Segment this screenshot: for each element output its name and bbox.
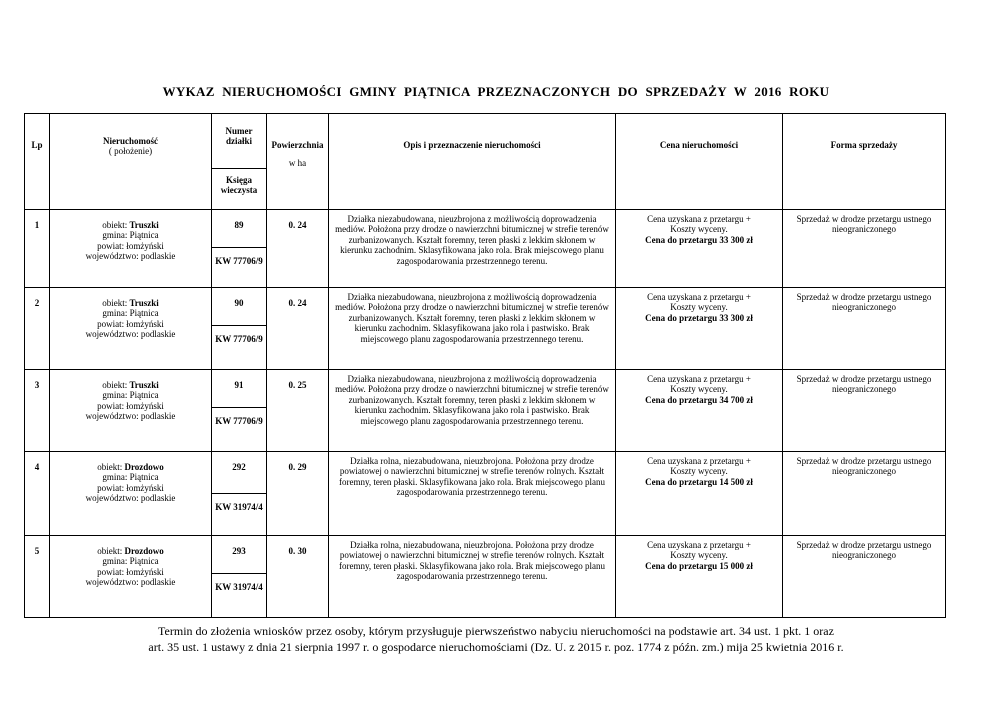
header-land-register: Księga wieczysta xyxy=(212,169,267,210)
row-lp: 1 xyxy=(25,210,50,288)
row-price-line1: Cena uzyskana z przetargu + xyxy=(647,214,751,224)
row-price-line1: Cena uzyskana z przetargu + xyxy=(647,374,751,384)
row-price-bold: Cena do przetargu 34 700 zł xyxy=(645,394,753,405)
row-location xyxy=(50,210,212,288)
row-plot-number: 89 xyxy=(212,210,267,248)
header-price: Cena nieruchomości xyxy=(616,114,783,210)
row-sale-form: Sprzedaż w drodze przetargu ustnego nieograniczonego xyxy=(783,452,946,536)
table-row xyxy=(25,210,946,248)
header-area-unit: w ha xyxy=(288,158,307,169)
row-commune: gmina: Piątnica xyxy=(102,472,159,483)
row-commune: gmina: Piątnica xyxy=(102,556,159,567)
row-location xyxy=(50,370,212,452)
row-plot-number: 292 xyxy=(212,452,267,494)
row-lp: 5 xyxy=(25,536,50,618)
row-price-line2: Koszty wyceny. xyxy=(670,384,728,395)
row-price-bold: Cena do przetargu 15 000 zł xyxy=(645,560,753,571)
table-row xyxy=(25,536,946,574)
row-voivodeship: województwo: podlaskie xyxy=(85,493,176,504)
row-area: 0. 29 xyxy=(267,452,329,536)
row-description: Działka niezabudowana, nieuzbrojona z możliwością doprowadzenia mediów. Położona przy drodze o nawierzchni bitumicznej w strefie terenów zurbanizowanych. Kształt foremny, teren płaski z lekkim skłonem w kierunku zachodnim. Sklasyfikowana jako rola i pastwisko. Brak miejscowego planu zagospodarowania przestrzennego terenu. xyxy=(329,370,616,452)
header-row xyxy=(25,114,946,169)
row-lp: 4 xyxy=(25,452,50,536)
row-commune: gmina: Piątnica xyxy=(102,230,159,241)
row-county: powiat: łomżyński xyxy=(97,318,164,329)
row-voivodeship: województwo: podlaskie xyxy=(85,329,176,340)
row-voivodeship: województwo: podlaskie xyxy=(85,411,176,422)
row-object xyxy=(50,546,211,556)
row-plot-number: 90 xyxy=(212,288,267,326)
row-object-label: obiekt: xyxy=(102,220,130,230)
row-object-name: Drozdowo xyxy=(124,546,164,556)
header-sale-form: Forma sprzedaży xyxy=(783,114,946,210)
row-object-label: obiekt: xyxy=(102,298,130,308)
row-price-line1: Cena uzyskana z przetargu + xyxy=(647,540,751,550)
row-plot-number: 293 xyxy=(212,536,267,574)
table-row xyxy=(25,370,946,408)
row-object xyxy=(50,298,211,308)
row-county: powiat: łomżyński xyxy=(97,566,164,577)
row-county: powiat: łomżyński xyxy=(97,400,164,411)
row-land-register: KW 77706/9 xyxy=(212,408,267,452)
header-lp: Lp xyxy=(25,114,50,210)
row-object-name: Truszki xyxy=(129,298,159,308)
row-sale-form: Sprzedaż w drodze przetargu ustnego nieograniczonego xyxy=(783,370,946,452)
footer-note xyxy=(0,623,992,655)
row-object xyxy=(50,380,211,390)
row-area: 0. 24 xyxy=(267,210,329,288)
row-object xyxy=(50,220,211,230)
footer-line-1: Termin do złożenia wniosków przez osoby, którym przysługuje pierwszeństwo nabyciu nieruchomości na podstawie art. 34 ust. 1 pkt. 1 oraz xyxy=(158,624,834,638)
row-description: Działka niezabudowana, nieuzbrojona z możliwością doprowadzenia mediów. Położona przy drodze o nawierzchni bitumicznej w strefie terenów zurbanizowanych. Kształt foremny, teren płaski z lekkim skłonem w kierunku zachodnim. Sklasyfikowana jako rola i pastwisko. Brak miejscowego planu zagospodarowania przestrzennego terenu. xyxy=(329,288,616,370)
row-price-line2: Koszty wyceny. xyxy=(670,224,728,235)
row-price-line2: Koszty wyceny. xyxy=(670,466,728,477)
row-land-register: KW 77706/9 xyxy=(212,326,267,370)
header-area xyxy=(267,114,329,210)
row-voivodeship: województwo: podlaskie xyxy=(85,577,176,588)
row-price-line1: Cena uzyskana z przetargu + xyxy=(647,456,751,466)
footer-line-2: art. 35 ust. 1 ustawy z dnia 21 sierpnia 1997 r. o gospodarce nieruchomościami (Dz. U. z 2015 r. poz. 1774 z późn. zm.) mija 25 kwietnia 2016 r. xyxy=(148,640,844,654)
row-description: Działka rolna, niezabudowana, nieuzbrojona. Położona przy drodze powiatowej o nawierzchni bitumicznej w strefie terenów rolnych. Kształt foremny, teren płaski. Sklasyfikowana jako rola. Brak miejscowego planu zagospodarowania przestrzennego terenu. xyxy=(329,536,616,618)
row-object-name: Truszki xyxy=(129,380,159,390)
header-plot-number: Numer działki xyxy=(212,114,267,169)
row-area: 0. 25 xyxy=(267,370,329,452)
row-object xyxy=(50,462,211,472)
row-price-bold: Cena do przetargu 33 300 zł xyxy=(645,312,753,323)
row-county: powiat: łomżyński xyxy=(97,482,164,493)
row-description: Działka niezabudowana, nieuzbrojona z możliwością doprowadzenia mediów. Położona przy drodze o nawierzchni bitumicznej w strefie terenów zurbanizowanych. Kształt foremny, teren płaski z lekkim skłonem w kierunku zachodnim. Sklasyfikowana jako rola. Brak miejscowego planu zagospodarowania przestrzennego terenu. xyxy=(329,210,616,288)
row-location xyxy=(50,536,212,618)
row-sale-form: Sprzedaż w drodze przetargu ustnego nieograniczonego xyxy=(783,288,946,370)
table-row xyxy=(25,288,946,326)
row-price-line2: Koszty wyceny. xyxy=(670,550,728,561)
row-price xyxy=(616,452,783,536)
header-description: Opis i przeznaczenie nieruchomości xyxy=(329,114,616,210)
row-price xyxy=(616,370,783,452)
row-price xyxy=(616,210,783,288)
row-lp: 3 xyxy=(25,370,50,452)
row-price-bold: Cena do przetargu 33 300 zł xyxy=(645,234,753,245)
row-object-label: obiekt: xyxy=(97,462,125,472)
header-property xyxy=(50,114,212,210)
row-object-label: obiekt: xyxy=(102,380,130,390)
header-property-label: Nieruchomość xyxy=(103,136,158,146)
property-table xyxy=(24,113,946,618)
row-price xyxy=(616,288,783,370)
row-price-line1: Cena uzyskana z przetargu + xyxy=(647,292,751,302)
row-object-name: Drozdowo xyxy=(124,462,164,472)
row-object-label: obiekt: xyxy=(97,546,125,556)
document-title: WYKAZ NIERUCHOMOŚCI GMINY PIĄTNICA PRZEZNACZONYCH DO SPRZEDAŻY W 2016 ROKU xyxy=(162,84,830,99)
row-object-name: Truszki xyxy=(129,220,159,230)
header-property-sub: ( położenie) xyxy=(108,146,153,157)
row-description: Działka rolna, niezabudowana, nieuzbrojona. Położona przy drodze powiatowej o nawierzchni bitumicznej w strefie terenów rolnych. Kształt foremny, teren płaski. Sklasyfikowana jako rola. Brak miejscowego planu zagospodarowania przestrzennego terenu. xyxy=(329,452,616,536)
row-commune: gmina: Piątnica xyxy=(102,390,159,401)
row-sale-form: Sprzedaż w drodze przetargu ustnego nieograniczonego xyxy=(783,536,946,618)
row-voivodeship: województwo: podlaskie xyxy=(85,251,176,262)
table-row xyxy=(25,452,946,494)
row-area: 0. 30 xyxy=(267,536,329,618)
row-county: powiat: łomżyński xyxy=(97,240,164,251)
row-price xyxy=(616,536,783,618)
row-price-bold: Cena do przetargu 14 500 zł xyxy=(645,476,753,487)
row-land-register: KW 31974/4 xyxy=(212,574,267,618)
row-location xyxy=(50,452,212,536)
row-plot-number: 91 xyxy=(212,370,267,408)
row-price-line2: Koszty wyceny. xyxy=(670,302,728,313)
row-sale-form: Sprzedaż w drodze przetargu ustnego nieograniczonego xyxy=(783,210,946,288)
row-land-register: KW 77706/9 xyxy=(212,248,267,288)
row-lp: 2 xyxy=(25,288,50,370)
row-area: 0. 24 xyxy=(267,288,329,370)
row-land-register: KW 31974/4 xyxy=(212,494,267,536)
header-area-label: Powierzchnia xyxy=(271,140,324,150)
row-location xyxy=(50,288,212,370)
row-commune: gmina: Piątnica xyxy=(102,308,159,319)
